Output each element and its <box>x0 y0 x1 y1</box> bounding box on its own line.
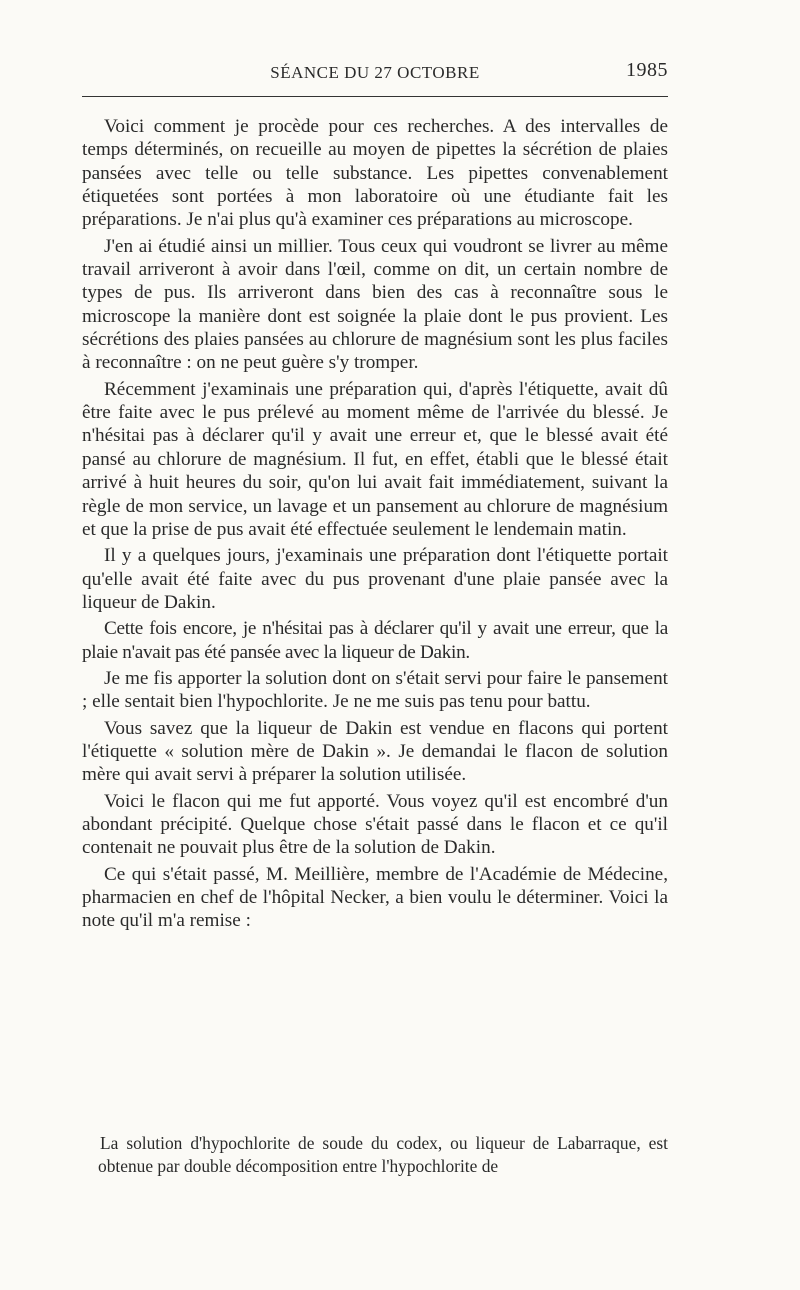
paragraph: Vous savez que la liqueur de Dakin est vendue en flacons qui portent l'étiquette « solution mère de Dakin ». Je demandai le flacon de solution mère qui avait servi à préparer la solution utilisée. <box>82 717 668 786</box>
paragraph: Ce qui s'était passé, M. Meillière, membre de l'Académie de Médecine, pharmacien en chef de l'hôpital Necker, a bien voulu le déterminer. Voici la note qu'il m'a remise : <box>82 863 668 932</box>
paragraph: Il y a quelques jours, j'examinais une préparation dont l'étiquette portait qu'elle avait été faite avec du pus provenant d'une plaie pansée avec la liqueur de Dakin. <box>82 545 668 613</box>
paragraph: Voici comment je procède pour ces recherches. A des intervalles de temps déterminés, on recueille au moyen de pipettes la sécrétion de plaies pansées avec telle ou telle substance. Les pipettes convenablement étiquetées sont portées à mon laboratoire où une étudiante fait les préparations. Je n'ai plus qu'à examiner ces préparations au microscope. <box>82 116 668 231</box>
running-title: SÉANCE DU 27 OCTOBRE <box>270 63 480 82</box>
paragraph: Voici le flacon qui me fut apporté. Vous voyez qu'il est encombré d'un abondant précipité. Quelque chose s'était passé dans le flacon et ce qu'il contenait ne pouvait plus être de la solution de Dakin. <box>82 790 668 859</box>
page-number: 1985 <box>626 59 668 81</box>
quoted-note <box>98 1132 668 1178</box>
page-header <box>82 55 668 85</box>
paragraph: Cette fois encore, je n'hésitai pas à déclarer qu'il y avait une erreur, que la plaie n'avait pas été pansée avec la liqueur de Dakin. <box>82 618 668 663</box>
paragraph: Je me fis apporter la solution dont on s'était servi pour faire le pansement ; elle sentait bien l'hypochlorite. Je ne me suis pas tenu pour battu. <box>82 667 668 713</box>
body-text <box>82 115 668 936</box>
quoted-note-text: La solution d'hypochlorite de soude du codex, ou liqueur de Labarraque, est obtenue par double décomposition entre l'hypochlorite de <box>98 1133 668 1176</box>
paragraph: J'en ai étudié ainsi un millier. Tous ceux qui voudront se livrer au même travail arriveront à avoir dans l'œil, comme on dit, un certain nombre de types de pus. Ils arriveront dans bien des cas à reconnaître sous le microscope la manière dont est soignée la plaie dont le pus provient. Les sécrétions des plaies pansées au chlorure de magnésium sont les plus faciles à reconnaître : on ne peut guère s'y tromper. <box>82 235 668 374</box>
header-rule <box>82 96 668 97</box>
paragraph: Récemment j'examinais une préparation qui, d'après l'étiquette, avait dû être faite avec le pus prélevé au moment même de l'arrivée du blessé. Je n'hésitai pas à déclarer qu'il y avait une erreur et, que le blessé avait été pansé au chlorure de magnésium. Il fut, en effet, établi que le blessé était arrivé à huit heures du soir, qu'on lui avait fait immédiatement, suivant la règle de mon service, un lavage et un pansement au chlorure de magnésium et que la prise de pus avait été effectuée seulement le lendemain matin. <box>82 378 668 540</box>
